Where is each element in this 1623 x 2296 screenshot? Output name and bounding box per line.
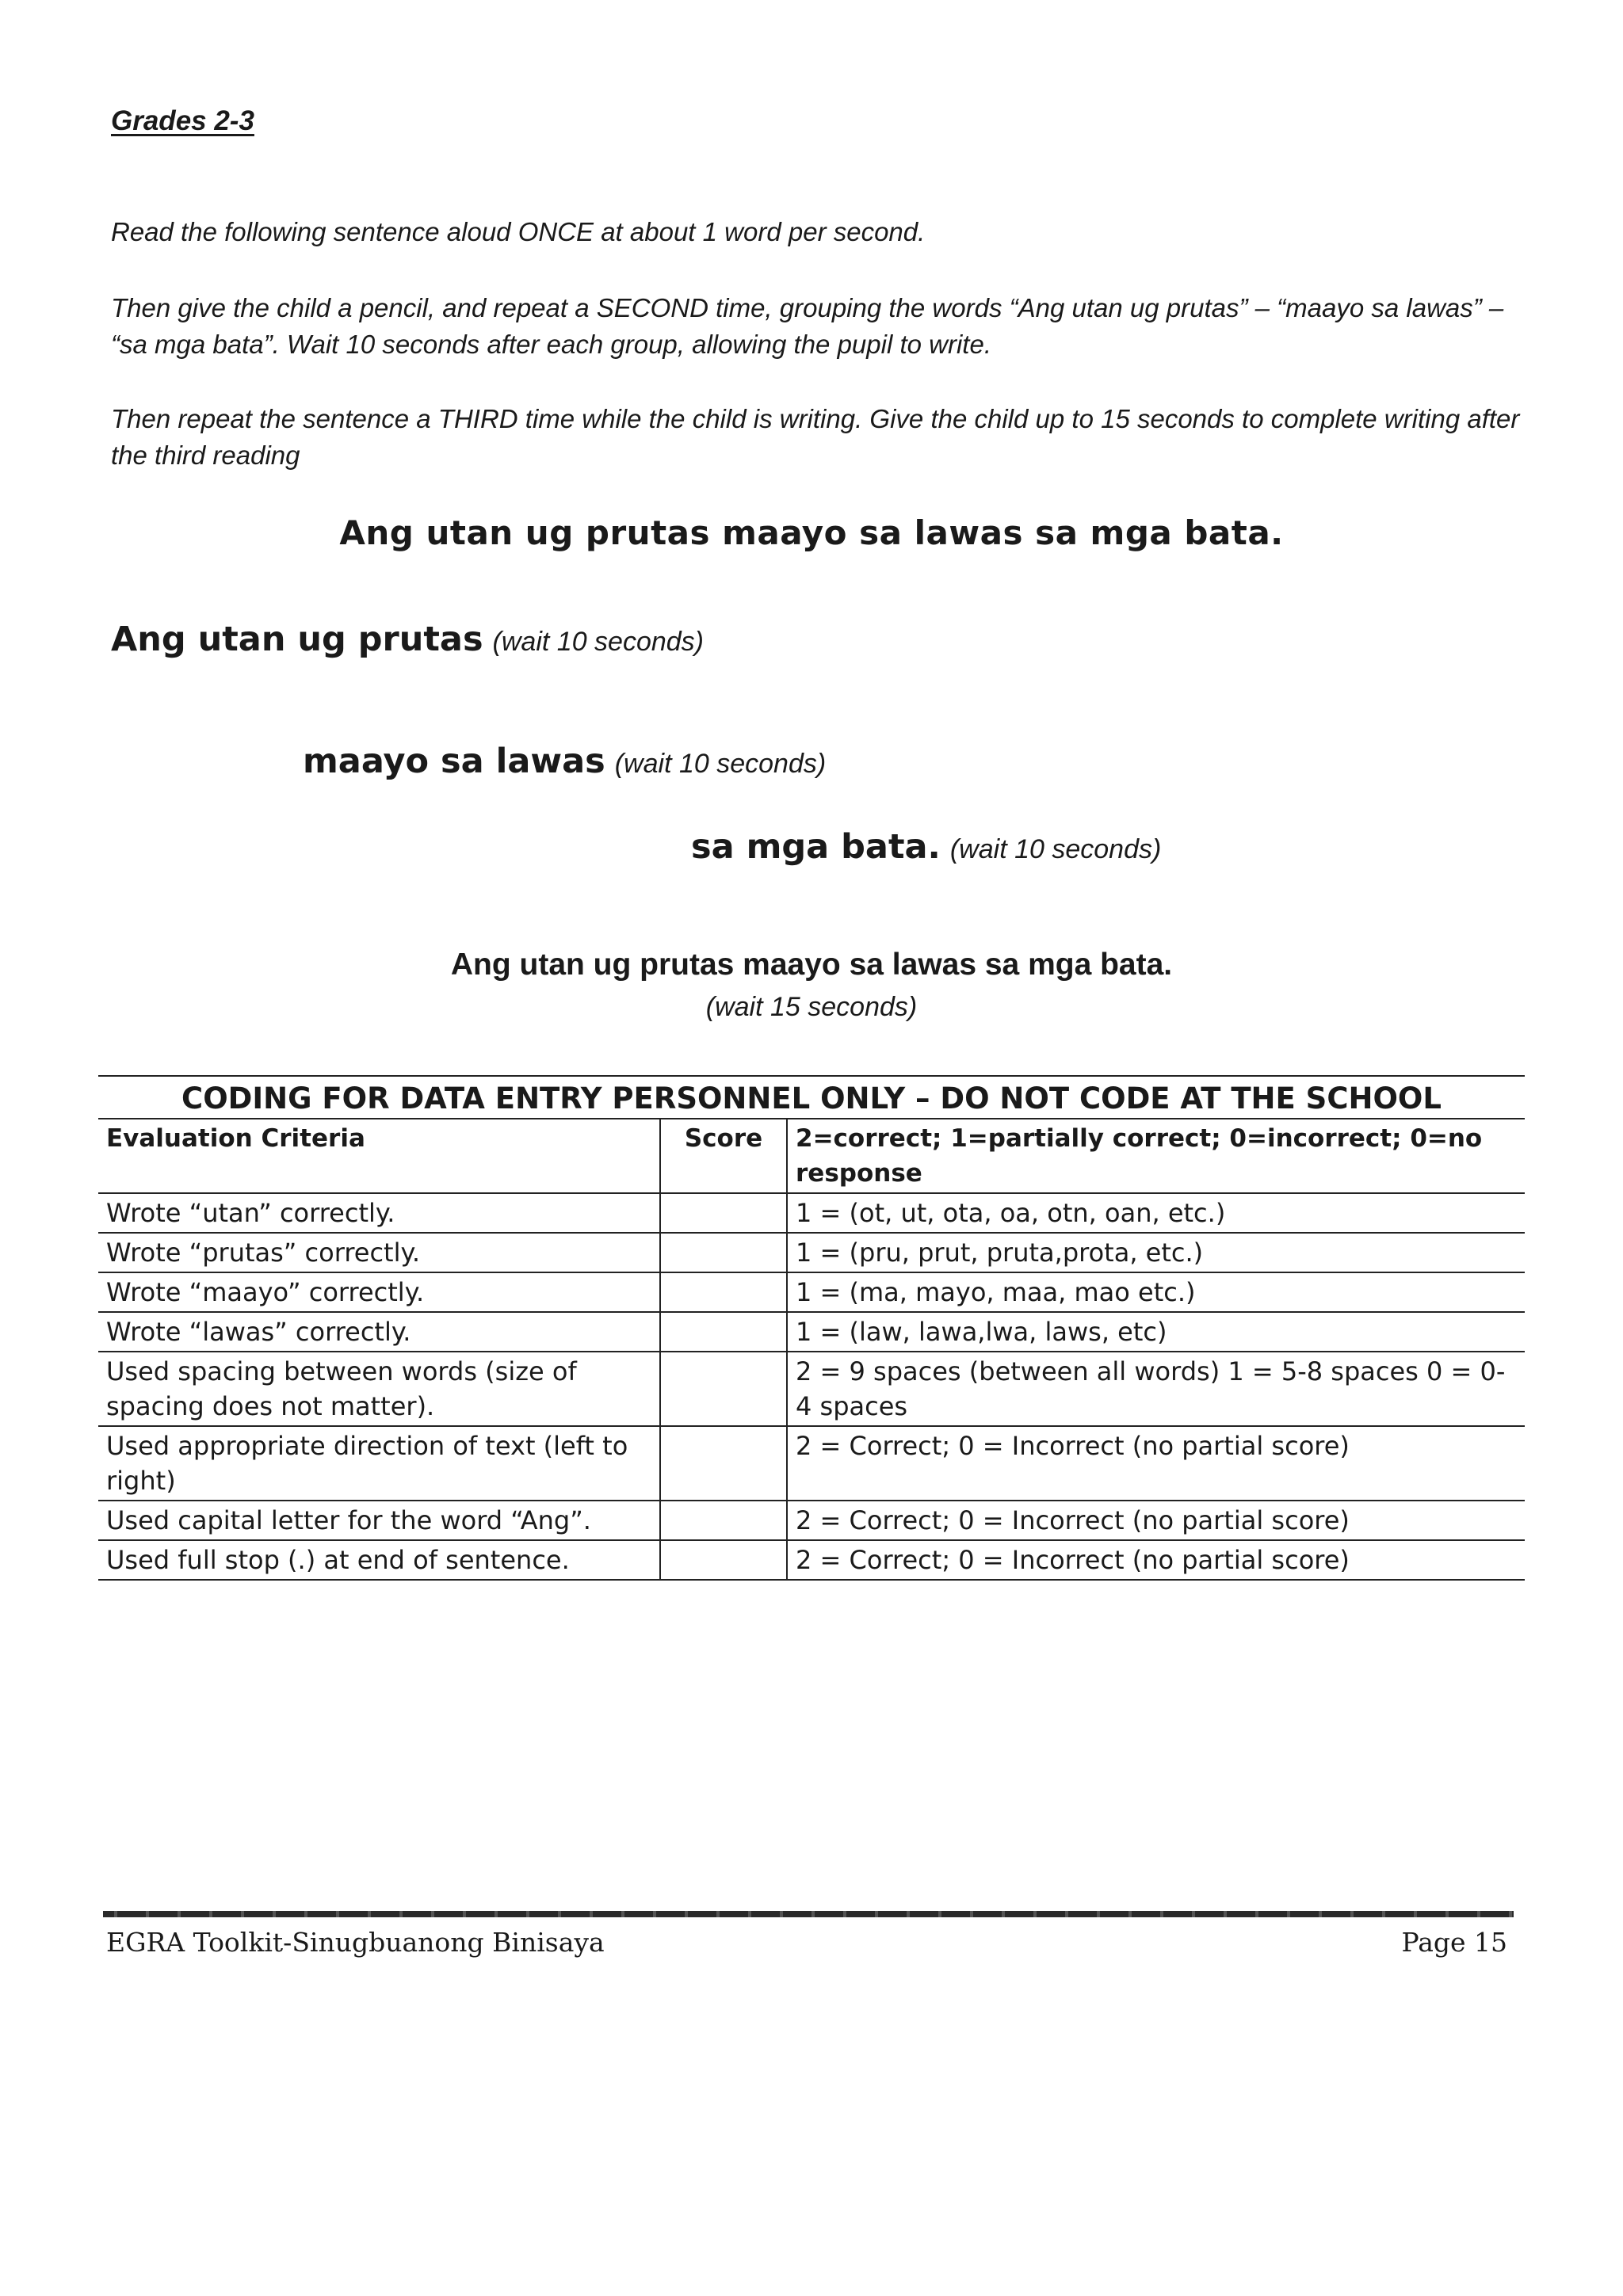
score-cell[interactable] (660, 1193, 787, 1233)
table-row (98, 1426, 1525, 1501)
table-row (98, 1352, 1525, 1426)
criteria-cell: Used capital letter for the word “Ang”. (98, 1501, 660, 1540)
word-group-3-words: sa mga bata. (691, 827, 941, 867)
header-score: Score (660, 1119, 787, 1193)
instruction-1: Read the following sentence aloud ONCE at about 1 word per second. (111, 217, 926, 246)
table-row (98, 1233, 1525, 1272)
word-group-2-words: maayo sa lawas (303, 742, 605, 781)
instruction-3: Then repeat the sentence a THIRD time while the child is writing. Give the child up to 15 seconds to complete writing after the third reading (111, 404, 1520, 470)
word-group-1-words: Ang utan ug prutas (111, 620, 483, 659)
footer-rule (103, 1911, 1514, 1917)
criteria-cell: Used spacing between words (size of spacing does not matter). (98, 1352, 660, 1426)
final-wait: (wait 15 seconds) (705, 992, 918, 1022)
coding-table (98, 1075, 1525, 1581)
instruction-2: Then give the child a pencil, and repeat a SECOND time, grouping the words “Ang utan ug prutas” – “maayo sa lawas” – “sa mga bata”. Wait 10 seconds after each group, allowing the pupil to write. (111, 293, 1504, 359)
code-cell: 2 = 9 spaces (between all words) 1 = 5-8 spaces 0 = 0-4 spaces (787, 1352, 1525, 1426)
dictation-sentence: Ang utan ug prutas maayo sa lawas sa mga bata. (339, 513, 1284, 552)
score-cell[interactable] (660, 1501, 787, 1540)
criteria-cell: Wrote “utan” correctly. (98, 1193, 660, 1233)
score-cell[interactable] (660, 1312, 787, 1352)
code-cell: 1 = (ot, ut, ota, oa, otn, oan, etc.) (787, 1193, 1525, 1233)
word-group-2 (303, 742, 826, 781)
criteria-cell: Used full stop (.) at end of sentence. (98, 1540, 660, 1580)
criteria-cell: Wrote “maayo” correctly. (98, 1272, 660, 1312)
code-cell: 2 = Correct; 0 = Incorrect (no partial score) (787, 1540, 1525, 1580)
score-cell[interactable] (660, 1233, 787, 1272)
criteria-cell: Wrote “lawas” correctly. (98, 1312, 660, 1352)
word-group-1-wait: (wait 10 seconds) (492, 627, 705, 657)
score-cell[interactable] (660, 1426, 787, 1501)
criteria-cell: Wrote “prutas” correctly. (98, 1233, 660, 1272)
score-cell[interactable] (660, 1352, 787, 1426)
code-cell: 1 = (law, lawa,lwa, laws, etc) (787, 1312, 1525, 1352)
code-cell: 1 = (pru, prut, pruta,prota, etc.) (787, 1233, 1525, 1272)
table-row (98, 1312, 1525, 1352)
table-row (98, 1193, 1525, 1233)
criteria-cell: Used appropriate direction of text (left to right) (98, 1426, 660, 1501)
final-sentence: Ang utan ug prutas maayo sa lawas sa mga bata. (450, 948, 1173, 982)
table-row (98, 1501, 1525, 1540)
score-cell[interactable] (660, 1540, 787, 1580)
word-group-3-wait: (wait 10 seconds) (949, 834, 1162, 864)
grade-heading: Grades 2-3 (111, 105, 254, 136)
code-cell: 2 = Correct; 0 = Incorrect (no partial score) (787, 1426, 1525, 1501)
footer-title: EGRA Toolkit-Sinugbuanong Binisaya (106, 1927, 605, 1958)
header-codes: 2=correct; 1=partially correct; 0=incorrect; 0=no response (787, 1119, 1525, 1193)
page-number: Page 15 (1401, 1927, 1507, 1958)
table-row (98, 1272, 1525, 1312)
score-cell[interactable] (660, 1272, 787, 1312)
word-group-1 (111, 620, 704, 659)
coding-table-title: CODING FOR DATA ENTRY PERSONNEL ONLY – DO NOT CODE AT THE SCHOOL (98, 1076, 1525, 1119)
word-group-3 (691, 827, 1161, 867)
code-cell: 1 = (ma, mayo, maa, mao etc.) (787, 1272, 1525, 1312)
word-group-2-wait: (wait 10 seconds) (614, 749, 827, 779)
table-row (98, 1540, 1525, 1580)
code-cell: 2 = Correct; 0 = Incorrect (no partial score) (787, 1501, 1525, 1540)
header-criteria: Evaluation Criteria (98, 1119, 660, 1193)
coding-table-body (98, 1193, 1525, 1580)
